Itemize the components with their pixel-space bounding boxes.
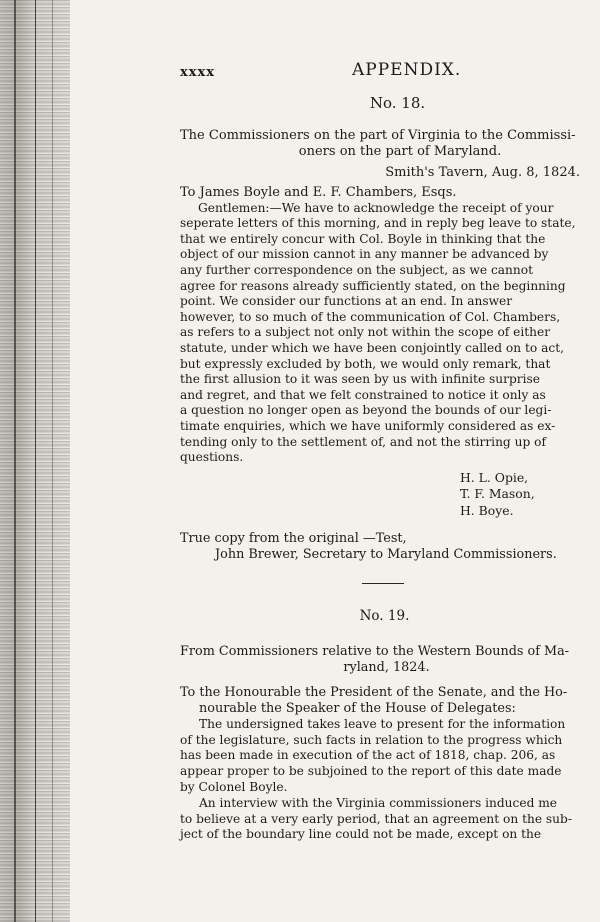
body-line: that we entirely concur with Col. Boyle in thinking that the — [180, 231, 546, 246]
body-line: point. We consider our functions at an end. In answer — [180, 294, 513, 309]
binding-line — [35, 0, 36, 922]
paragraph-line: ject of the boundary line could not be made, except on the — [180, 827, 542, 842]
page-header — [180, 60, 585, 84]
address — [180, 685, 585, 716]
title-line: oners on the part of Maryland. — [298, 144, 502, 160]
copy-attestation — [180, 531, 585, 562]
body-line: and regret, and that we felt constrained to notice it only as — [180, 387, 546, 402]
body-line: agree for reasons already sufficiently stated, on the beginning — [180, 278, 566, 293]
paragraph-line: by Colonel Boyle. — [180, 779, 288, 794]
title-line: From Commissioners relative to the Western Bounds of Ma- — [180, 644, 570, 660]
paragraph — [180, 796, 585, 843]
document-title — [180, 644, 585, 676]
body-line: seperate letters of this morning, and in reply beg leave to state, — [180, 216, 576, 231]
paragraph — [180, 717, 585, 795]
body-line: tending only to the settlement of, and not the stirring up of — [180, 434, 546, 449]
signature-block — [460, 470, 585, 519]
paragraph-line: to believe at a very early period, that an agreement on the sub- — [180, 811, 572, 826]
letter-body — [180, 201, 585, 466]
binding-line — [14, 0, 16, 922]
body-line: object of our mission cannot in any manner be advanced by — [180, 247, 549, 262]
address-line: To the Honourable the President of the Senate, and the Ho- — [180, 685, 568, 701]
appendix-title: APPENDIX. — [352, 60, 462, 80]
body-line: any further correspondence on the subject, as we cannot — [180, 262, 533, 277]
dateline: Smith's Tavern, Aug. 8, 1824. — [385, 164, 580, 180]
document-page — [180, 60, 585, 843]
page-number: xxxx — [180, 65, 216, 80]
document-title — [180, 128, 585, 161]
body-line: statute, under which we have been conjointly called on to act, — [180, 340, 564, 355]
body-line: Gentlemen:—We have to acknowledge the receipt of your — [198, 200, 554, 215]
address-line: nourable the Speaker of the House of Delegates: — [199, 700, 516, 716]
paragraph-line: appear proper to be subjoined to the report of this date made — [180, 763, 562, 778]
copy-line: True copy from the original —Test, — [180, 530, 407, 546]
paragraph-line: has been made in execution of the act of 1818, chap. 206, as — [180, 748, 556, 763]
body-line: the first allusion to it was seen by us with infinite surprise — [180, 372, 540, 387]
paragraph-line: The undersigned takes leave to present for the information — [199, 717, 566, 732]
copy-line: John Brewer, Secretary to Maryland Commissioners. — [215, 546, 557, 562]
signature: H. Boye. — [460, 502, 514, 518]
title-line: ryland, 1824. — [343, 660, 430, 676]
signature: T. F. Mason, — [460, 486, 535, 502]
binding-line — [52, 0, 53, 922]
signature: H. L. Opie, — [460, 469, 529, 485]
document-number: No. 18. — [369, 94, 426, 112]
body-line: as refers to a subject not only not within the scope of either — [180, 325, 551, 340]
body-line: a question no longer open as beyond the bounds of our legi- — [180, 403, 552, 418]
body-line: but expressly excluded by both, we would only remark, that — [180, 356, 551, 371]
body-line: timate enquiries, which we have uniformly considered as ex- — [180, 419, 556, 434]
salutation: To James Boyle and E. F. Chambers, Esqs. — [180, 184, 457, 200]
paragraph-line: An interview with the Virginia commissioners induced me — [199, 796, 558, 811]
section-divider — [362, 583, 404, 584]
title-line: The Commissioners on the part of Virginia to the Commissi- — [180, 128, 576, 143]
body-line: however, to so much of the communication of Col. Chambers, — [180, 309, 561, 324]
document-number: No. 19. — [359, 608, 410, 625]
paragraph-line: of the legislature, such facts in relation to the progress which — [180, 732, 563, 747]
body-line: questions. — [180, 450, 244, 465]
